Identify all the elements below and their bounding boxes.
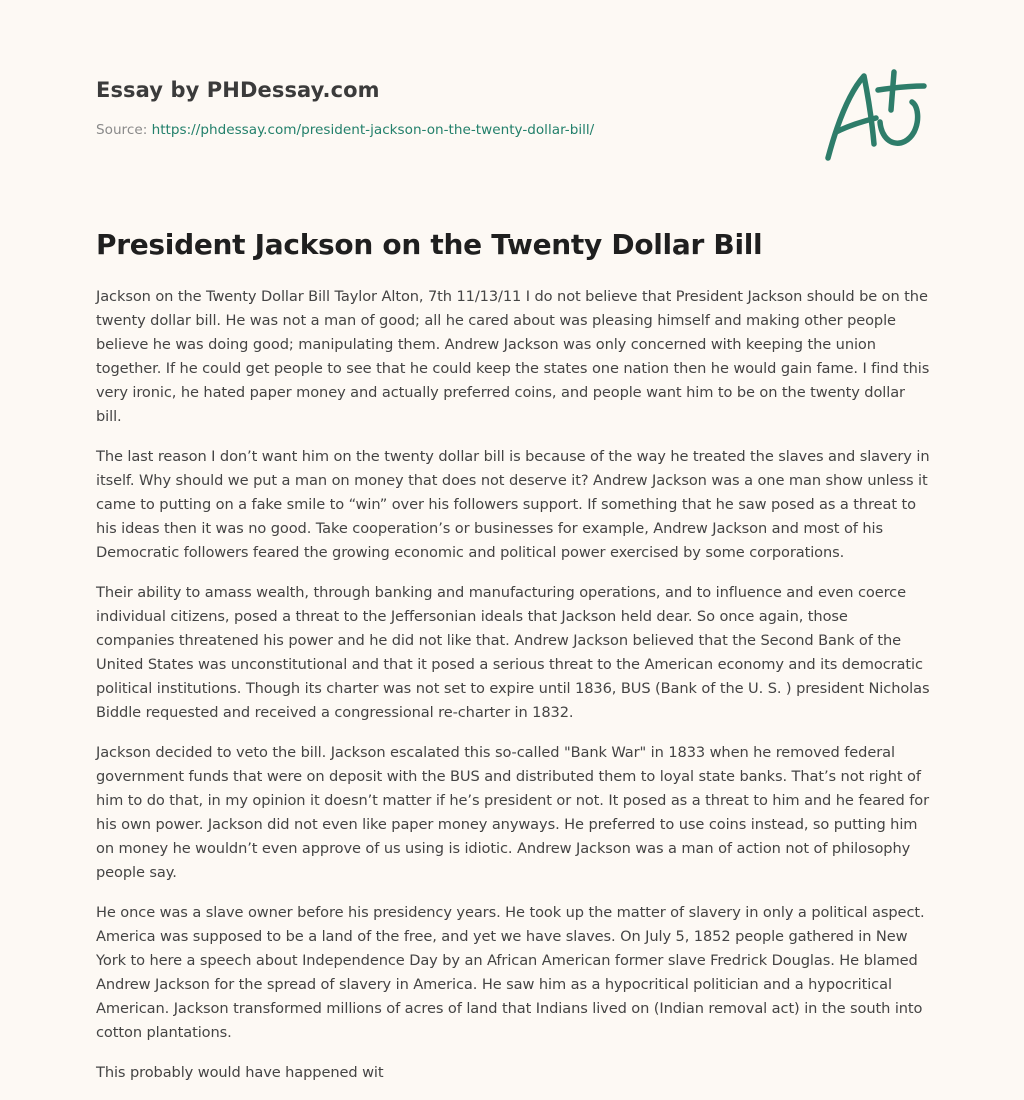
paragraph: Jackson on the Twenty Dollar Bill Taylor Alton, 7th 11/13/11 I do not believe that President Jackson should be on the twenty dollar bill. He was not a man of good; all he cared about was pleasing himself and making other people believe he was doing good; manipulating them. Andrew Jackson was only concerned with keeping the union together. If he could get people to see that he could keep the states one nation then he would gain fame. I find this very ironic, he hated paper money and actually preferred coins, and people want him to be on the twenty dollar bill. — [96, 288, 930, 425]
paragraph: Their ability to amass wealth, through banking and manufacturing operations, and to influence and even coerce individual citizens, posed a threat to the Jeffersonian ideals that Jackson held dear. So once again, those companies threatened his power and he did not like that. Andrew Jackson believed that the Second Bank of the United States was unconstitutional and that it posed a serious threat to the American economy and its democratic political institutions. Though its charter was not set to expire until 1836, BUS (Bank of the U. S. ) president Nicholas Biddle requested and received a congressional re-charter in 1832. — [96, 584, 930, 721]
essay-body — [96, 285, 930, 1100]
paragraph: This probably would have happened wit — [96, 1064, 384, 1081]
source-link[interactable]: https://phdessay.com/president-jackson-on-the-twenty-dollar-bill/ — [151, 122, 595, 138]
source-line — [96, 122, 594, 138]
a-plus-logo-icon — [822, 66, 928, 166]
paragraph: The last reason I don’t want him on the twenty dollar bill is because of the way he treated the slaves and slavery in itself. Why should we put a man on money that does not deserve it? Andrew Jackson was a one man show unless it came to putting on a fake smile to “win” over his followers support. If something that he saw posed as a threat to his ideas then it was no good. Take cooperation’s or businesses for example, Andrew Jackson and most of his Democratic followers feared the growing economic and political power exercised by some corporations. — [96, 448, 930, 561]
page-header — [96, 70, 816, 138]
document-title: President Jackson on the Twenty Dollar Bill — [96, 228, 763, 261]
paragraph: Jackson decided to veto the bill. Jackson escalated this so-called "Bank War" in 1833 when he removed federal government funds that were on deposit with the BUS and distributed them to loyal state banks. That’s not right of him to do that, in my opinion it doesn’t matter if he’s president or not. It posed as a threat to him and he feared for his own power. Jackson did not even like paper money anyways. He preferred to use coins instead, so putting him on money he wouldn’t even approve of us using is idiotic. Andrew Jackson was a man of action not of philosophy people say. — [96, 744, 930, 881]
paragraph: He once was a slave owner before his presidency years. He took up the matter of slavery in only a political aspect. America was supposed to be a land of the free, and yet we have slaves. On July 5, 1852 people gathered in New York to here a speech about Independence Day by an African American former slave Fredrick Douglas. He blamed Andrew Jackson for the spread of slavery in America. He saw him as a hypocritical politician and a hypocritical American. Jackson transformed millions of acres of land that Indians lived on (Indian removal act) in the south into cotton plantations. — [96, 904, 925, 1041]
brand-title: Essay by PHDessay.com — [96, 78, 380, 102]
source-label: Source: — [96, 122, 148, 138]
